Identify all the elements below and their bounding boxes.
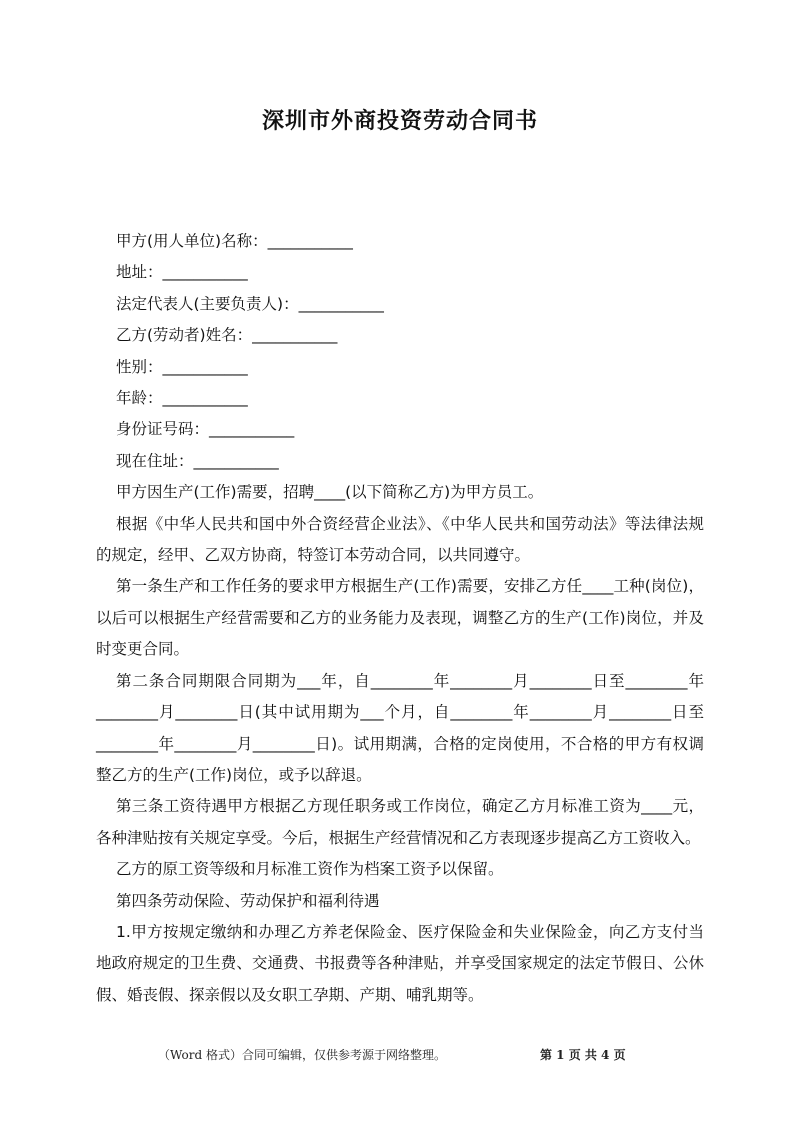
paragraph-archive-wage: 乙方的原工资等级和月标准工资作为档案工资予以保留。 xyxy=(116,860,504,879)
paragraph-recruitment: 甲方因生产(工作)需要，招聘____(以下简称乙方)为甲方员工。 xyxy=(116,483,544,502)
field-legal-representative: 法定代表人(主要负责人)：___________ xyxy=(116,294,384,313)
field-employer-name: 甲方(用人单位)名称：___________ xyxy=(116,232,353,250)
field-gender: 性别：___________ xyxy=(116,357,248,376)
field-age: 年龄：___________ xyxy=(116,389,248,408)
field-employee-name: 乙方(劳动者)姓名：___________ xyxy=(116,326,338,345)
document-body xyxy=(96,226,704,1011)
field-current-address: 现在住址：___________ xyxy=(116,451,279,470)
paragraph-article-1: 第一条生产和工作任务的要求甲方根据生产(工作)需要，安排乙方任____工种(岗位)，以后可以根据生产经营需要和乙方的业务能力及表现，调整乙方的生产(工作)岗位，并及时变更合同。 xyxy=(96,577,704,659)
field-address: 地址：___________ xyxy=(116,263,248,282)
paragraph-article-2: 第二条合同期限合同期为___年，自________年________月________日至________年________月________日(其中试用期为___个月，自________年________月________日至________年________月________日)。试用期满，合格的定岗使用，不合格的甲方有权调整乙方的生产(工作)岗位，或予以辞退。 xyxy=(96,671,704,784)
page-number: 第 1 页 共 4 页 xyxy=(540,1048,626,1062)
footer-note: （Word 格式）合同可编辑，仅供参考源于网络整理。 xyxy=(158,1048,446,1062)
field-id-number: 身份证号码：___________ xyxy=(116,420,295,439)
paragraph-article-4-item-1: 1.甲方按规定缴纳和办理乙方养老保险金、医疗保险金和失业保险金，向乙方支付当地政府规定的卫生费、交通费、书报费等各种津贴，并享受国家规定的法定节假日、公休假、婚丧假、探亲假以及女职工孕期、产期、哺乳期等。 xyxy=(96,922,704,1004)
paragraph-legal-basis: 根据《中华人民共和国中外合资经营企业法》、《中华人民共和国劳动法》等法律法规的规定，经甲、乙双方协商，特签订本劳动合同，以共同遵守。 xyxy=(96,514,704,565)
paragraph-article-4-heading: 第四条劳动保险、劳动保护和福利待遇 xyxy=(116,891,380,910)
paragraph-article-3: 第三条工资待遇甲方根据乙方现任职务或工作岗位，确定乙方月标准工资为____元，各种津贴按有关规定享受。今后，根据生产经营情况和乙方表现逐步提高乙方工资收入。 xyxy=(96,797,704,847)
document-title: 深圳市外商投资劳动合同书 xyxy=(261,109,538,134)
